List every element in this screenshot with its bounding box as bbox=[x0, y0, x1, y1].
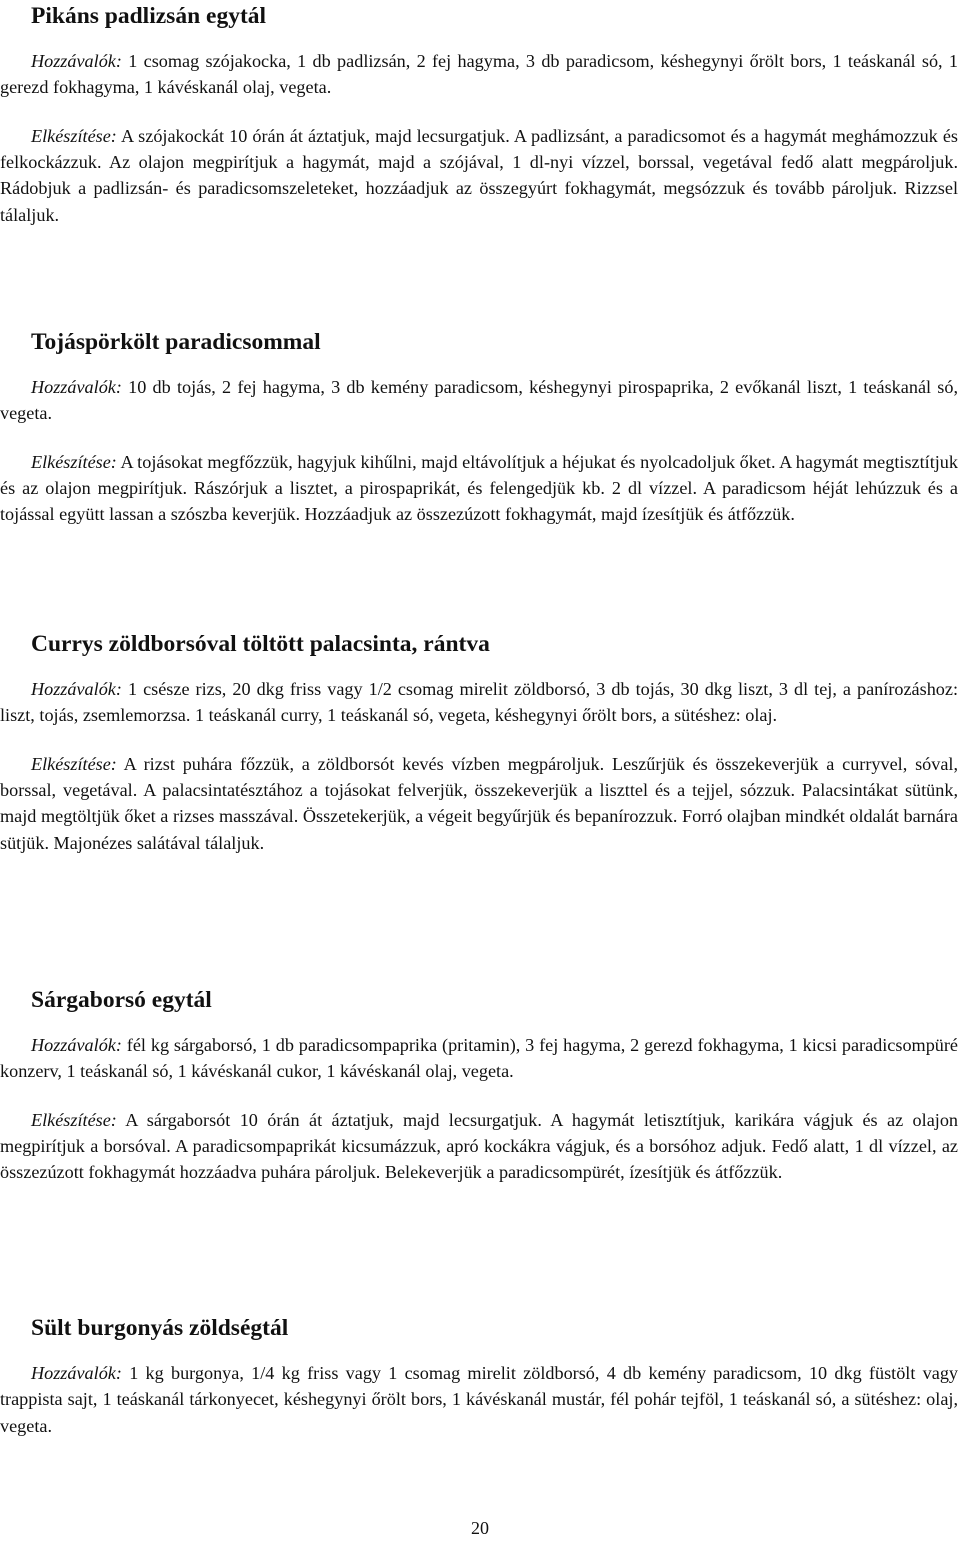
ingredients-label: Hozzávalók: bbox=[31, 51, 122, 72]
preparation-label: Elkészítése: bbox=[31, 1109, 117, 1130]
preparation-paragraph bbox=[0, 1107, 960, 1186]
preparation-paragraph bbox=[0, 449, 960, 528]
preparation-text: A rizst puhára főzzük, a zöldborsót kevés vízben megpároljuk. Leszűrjük és összekeverjük a curryvel, sóval, borssal, vegetával. A palacsintatésztához a tojásokat felverjük, összekeverjük a liszttel és a tejjel, sózzuk. Palacsintákat sütünk, majd megtöltjük őket a rizses masszával. Összetekerjük, a végeit begyűrjük és bepanírozzuk. Forró olajban mindkét oldalát barnára sütjük. Majonézes salátával tálaljuk. bbox=[0, 753, 959, 853]
preparation-text: A szójakockát 10 órán át áztatjuk, majd lecsurgatjuk. A padlizsánt, a paradicsomot és a hagymát meghámozzuk és felkockázzuk. Az olajon megpirítjuk a hagymát, majd a szójával, 1 dl-nyi vízzel, borssal, vegetával fedő alatt megpároljuk. Rádobjuk a padlizsán- és paradicsomszeleteket, hozzáadjuk az összegyúrt fokhagymát, megsózzuk és tovább pároljuk. Rizzsel tálaljuk. bbox=[0, 125, 959, 225]
ingredients-paragraph bbox=[0, 676, 960, 729]
recipe-title: Tojáspörkölt paradicsommal bbox=[31, 329, 321, 355]
page-number: 20 bbox=[471, 1518, 489, 1538]
ingredients-text: fél kg sárgaborsó, 1 db paradicsompaprika (pritamin), 3 fej hagyma, 2 gerezd fokhagyma, 1 kicsi paradicsompüré konzerv, 1 teáskanál só, 1 kávéskanál cukor, 1 kávéskanál olaj, vegeta. bbox=[0, 1035, 959, 1082]
ingredients-text: 10 db tojás, 2 fej hagyma, 3 db kemény paradicsom, késhegynyi pirospaprika, 2 evőkanál liszt, 1 teáskanál só, vegeta. bbox=[0, 377, 958, 424]
ingredients-paragraph bbox=[0, 1360, 960, 1439]
recipe-section bbox=[0, 630, 960, 856]
recipe-section bbox=[0, 986, 960, 1186]
preparation-paragraph bbox=[0, 123, 960, 228]
preparation-label: Elkészítése: bbox=[31, 753, 117, 774]
recipe-title: Pikáns padlizsán egytál bbox=[31, 3, 267, 29]
ingredients-label: Hozzávalók: bbox=[31, 679, 122, 700]
ingredients-label: Hozzávalók: bbox=[31, 377, 122, 398]
recipe-section bbox=[0, 328, 960, 528]
recipe-title: Sült burgonyás zöldségtál bbox=[31, 1315, 289, 1341]
ingredients-text: 1 csésze rizs, 20 dkg friss vagy 1/2 csomag mirelit zöldborsó, 3 db tojás, 30 dkg liszt, 3 dl tej, a panírozáshoz: liszt, tojás, zsemlemorzsa. 1 teáskanál curry, 1 teáskanál só, vegeta, késhegynyi őrölt bors, a sütéshez: olaj. bbox=[0, 679, 959, 726]
ingredients-paragraph bbox=[0, 374, 960, 427]
preparation-label: Elkészítése: bbox=[31, 125, 117, 146]
ingredients-paragraph bbox=[0, 1032, 960, 1085]
recipe-title: Sárgaborsó egytál bbox=[31, 987, 212, 1013]
ingredients-label: Hozzávalók: bbox=[31, 1363, 122, 1384]
recipe-section bbox=[0, 2, 960, 228]
preparation-label: Elkészítése: bbox=[31, 451, 117, 472]
preparation-text: A tojásokat megfőzzük, hagyjuk kihűlni, majd eltávolítjuk a héjukat és nyolcadoljuk őket. A hagymát megtisztítjuk és az olajon megpirítjuk. Rászórjuk a lisztet, a pirospaprikát, és felengedjük kb. 2 dl vízzel. A paradicsom héját lehúzzuk és a tojással együtt lassan a szószba keverjük. Hozzáadjuk az összezúzott fokhagymát, majd ízesítjük és átfőzzük. bbox=[0, 451, 958, 525]
ingredients-label: Hozzávalók: bbox=[31, 1035, 122, 1056]
preparation-text: A sárgaborsót 10 órán át áztatjuk, majd lecsurgatjuk. A hagymát letisztítjuk, karikára vágjuk és az olajon megpirítjuk a borsóval. A paradicsompaprikát kicsumázzuk, apró kockákra vágjuk, és a borsóhoz adjuk. Fedő alatt, 1 dl vízzel, az összezúzott fokhagymát hozzáadva puhára pároljuk. Belekeverjük a paradicsompürét, ízesítjük és átfőzzük. bbox=[0, 1109, 959, 1183]
recipe-title: Currys zöldborsóval töltött palacsinta, rántva bbox=[31, 631, 490, 657]
preparation-paragraph bbox=[0, 751, 960, 856]
ingredients-text: 1 kg burgonya, 1/4 kg friss vagy 1 csomag mirelit zöldborsó, 4 db kemény paradicsom, 10 dkg füstölt vagy trappista sajt, 1 teáskanál tárkonyecet, késhegynyi őrölt bors, 1 kávéskanál mustár, fél pohár tejföl, 1 teáskanál só, a sütéshez: olaj, vegeta. bbox=[0, 1363, 959, 1436]
recipe-section bbox=[0, 1314, 960, 1439]
ingredients-text: 1 csomag szójakocka, 1 db padlizsán, 2 fej hagyma, 3 db paradicsom, késhegynyi őrölt bors, 1 teáskanál só, 1 gerezd fokhagyma, 1 kávéskanál olaj, vegeta. bbox=[0, 51, 959, 98]
ingredients-paragraph bbox=[0, 48, 960, 101]
